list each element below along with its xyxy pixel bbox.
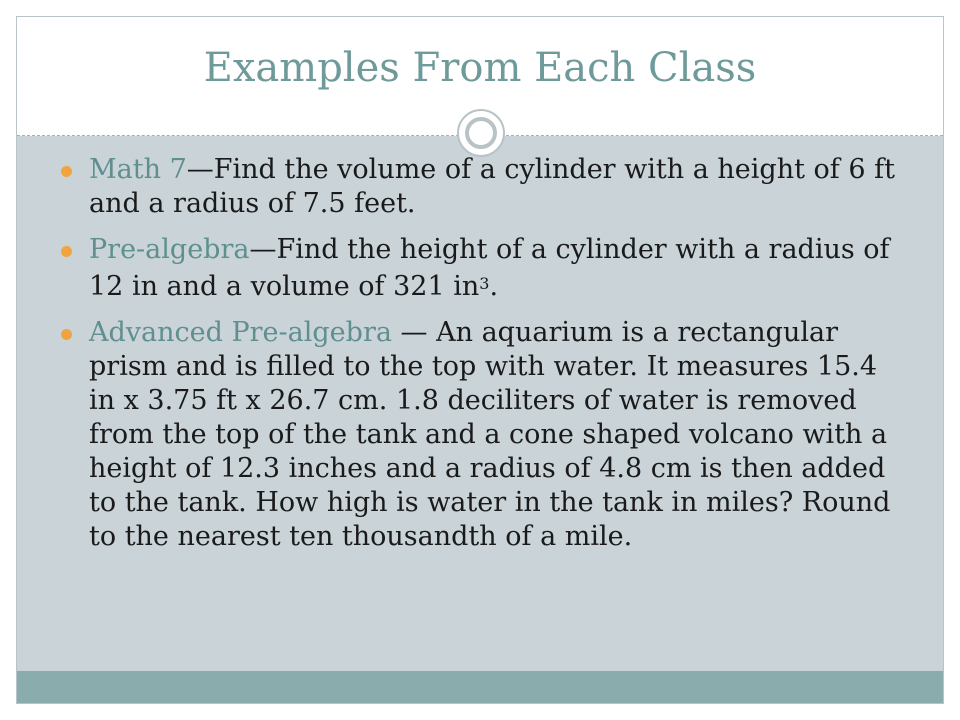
class-name: Pre-algebra (89, 234, 250, 265)
slide-title: Examples From Each Class (203, 45, 757, 91)
bullet-item (61, 153, 911, 221)
bullet-text: —Find the height of a cylinder with a radius of 12 in and a volume of 321 in (89, 234, 890, 302)
bullet-item (61, 233, 911, 304)
bullet-text: —Find the volume of a cylinder with a height of 6 ft and a radius of 7.5 feet. (89, 154, 895, 219)
circle-ornament-icon (457, 109, 505, 157)
footer-band (17, 671, 943, 703)
superscript: 3 (479, 274, 490, 293)
bullet-suffix: . (489, 271, 499, 302)
bullet-list (61, 153, 911, 566)
bullet-dot-icon (61, 246, 72, 257)
class-name: Math 7 (89, 154, 187, 185)
bullet-item (61, 316, 911, 554)
bullet-dot-icon (61, 329, 72, 340)
bullet-dot-icon (61, 166, 72, 177)
slide (16, 16, 944, 704)
class-name: Advanced Pre-algebra (89, 317, 392, 348)
bullet-text: — An aquarium is a rectangular prism and is filled to the top with water. It measures 15.4 in x 3.75 ft x 26.7 cm. 1.8 deciliters of water is removed from the top of the tank and a cone shaped volcano with a height of 12.3 inches and a radius of 4.8 cm is then added to the tank. How high is water in the tank in miles? Round to the nearest ten thousandth of a mile. (89, 317, 891, 552)
